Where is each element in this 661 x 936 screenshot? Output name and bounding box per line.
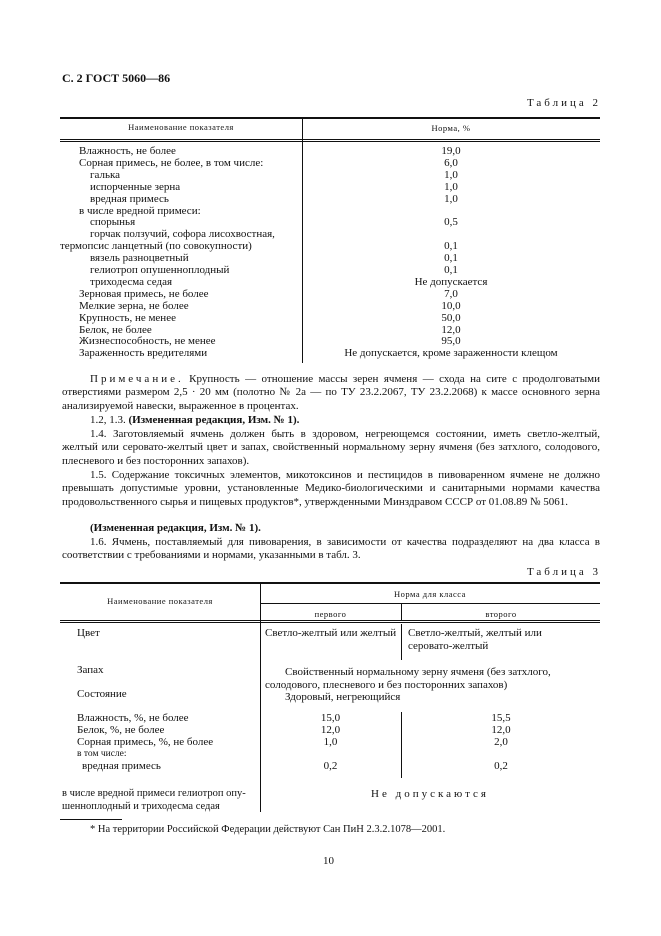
row-smell-value-1: Свойственный нормальному зерну ячменя (без затхлого, (285, 666, 551, 678)
table2-row-name: вязель разноцветный (90, 252, 189, 265)
row-color-second-2: серовато-желтый (408, 640, 489, 652)
note-text: Крупность — отношение массы зерен ячменя — схода на сите с продолговатыми отверстиями размером 2,5 · 20 мм (полотно № 2а — по ТУ 23.2.2067, ТУ 23.2.2068) к массе основного зерна анализируемой навески, выраженное в процентах. (62, 373, 600, 412)
table2-note (62, 373, 600, 413)
paragraph-1-6: 1.6. Ячмень, поставляемый для пивоварения, в зависимости от качества подразделяют на два класса в соответствии с требованиями и нормами, указанными в табл. 3. (62, 536, 600, 562)
table2-row-value: 6,0 (444, 156, 458, 169)
table2-row-name: Зерновая примесь, не более (79, 287, 209, 300)
table2-row-value: 0,5 (444, 216, 458, 229)
row-last-value: Не допускаются (371, 788, 489, 800)
row-smell-name: Запах (77, 664, 104, 676)
table2-row-name: Белок, не более (79, 323, 152, 336)
row-color-second-1: Светло-желтый, желтый или (408, 627, 542, 639)
table2-row-value: 1,0 (444, 168, 458, 181)
paragraph-number: 1.2, 1.3. (90, 414, 129, 426)
table2-row-name: триходесма седая (90, 275, 173, 288)
table3-caption: Таблица 3 (526, 566, 601, 578)
table2-row-value: 0,1 (444, 264, 458, 276)
table3-row-first: 0,2 (323, 760, 338, 772)
table3-row-name: в том числе: (77, 749, 127, 759)
row-color-first: Светло-желтый или желтый (265, 627, 397, 639)
table3-subheader-rule (260, 603, 600, 604)
table2-row-value: Не допускается (414, 275, 488, 288)
table2-header-rule (60, 139, 600, 140)
footnote: * На территории Российской Федерации действуют Сан ПиН 2.3.2.1078—2001. (90, 824, 446, 835)
table3-row-name: Сорная примесь, %, не более (77, 736, 214, 748)
page-header: С. 2 ГОСТ 5060—86 (62, 71, 171, 85)
table2-header-rule-2 (60, 141, 600, 142)
table2-row-name: Крупность, не менее (79, 311, 176, 324)
table3-color-divider (401, 624, 402, 660)
table2-row-value: Не допускается, кроме зараженности клещом (344, 347, 558, 360)
paragraph-1-5: 1.5. Содержание токсичных элементов, микотоксинов и пестицидов в пивоваренном ячмене не должно превышать допустимые уровни, установленные Медико-биологическими и санитарными нормами качества продовольственного сырья и пищевых продуктов*, утвержденными Минздравом СССР от 01.08.89 № 5061. (62, 469, 600, 508)
table3-row-second: 15,5 (491, 712, 511, 724)
note-label: Примечание. (90, 373, 184, 385)
table2-row-value: 12,0 (441, 323, 461, 336)
table2-row-name: термопсис ланцетный (по совокупности) (60, 240, 252, 253)
table2-row-value: 95,0 (441, 335, 461, 348)
row-last-name-2: шенноплодный и триходесма седая (62, 801, 220, 812)
table3-header-rule-2 (60, 622, 600, 623)
table2-row-value: 50,0 (441, 311, 461, 324)
table2-row-name: Зараженность вредителями (79, 347, 208, 360)
table3-row-second: 2,0 (494, 736, 508, 748)
table3-header-norm: Норма для класса (394, 589, 466, 599)
table2-row-name: галька (90, 168, 121, 181)
table2-row-name: испорченные зерна (90, 180, 181, 193)
table2-header-name: Наименование показателя (128, 122, 234, 132)
table2-row-value: 0,1 (444, 252, 458, 265)
paragraph-1-4: 1.4. Заготовляемый ячмень должен быть в здоровом, негреющемся состоянии, иметь светло-желтый, желтый или серовато-желтый цвет и запах, свойственный нормальному зерну ячменя (без затхлого, солодового, плесневого и без посторонних запахов). (62, 428, 600, 467)
amendment-note: (Измененная редакция, Изм. № 1). (128, 414, 300, 426)
table2-row-value: 1,0 (444, 192, 458, 205)
table2-row-value: 10,0 (441, 299, 461, 312)
table3-header-second: второго (485, 609, 517, 619)
table2-header-norm: Норма, % (431, 123, 471, 133)
table2-row-value: 19,0 (441, 145, 461, 157)
table3-row-name: Влажность, %, не более (77, 712, 189, 724)
amendment-note-2: (Измененная редакция, Изм. № 1). (90, 522, 261, 534)
table2-row-name: в числе вредной примеси: (79, 204, 201, 217)
table2-row-name: Жизнеспособность, не менее (79, 335, 216, 348)
table2-row-value: 0,1 (444, 240, 458, 253)
table2-row-name: гелиотроп опушенноплодный (90, 264, 230, 276)
table3-row-name: Белок, %, не более (77, 724, 165, 736)
row-state-name: Состояние (77, 688, 127, 700)
table2-row-value: 1,0 (444, 180, 458, 193)
table3-header-rule (60, 620, 600, 621)
table2-row-name: спорынья (90, 216, 136, 229)
table2-row-name: Мелкие зерна, не более (79, 299, 189, 312)
row-last-name-1: в числе вредной примеси гелиотроп опу- (62, 788, 246, 799)
table2-row-value: 7,0 (444, 287, 458, 300)
table2-caption: Таблица 2 (526, 97, 601, 109)
table2-top-rule (60, 117, 600, 119)
table2-row-name: Сорная примесь, не более, в том числе: (79, 156, 264, 169)
table3-top-rule (60, 582, 600, 584)
table3-row-first: 1,0 (323, 736, 338, 748)
row-state-value: Здоровый, негреющийся (285, 691, 401, 703)
table2-row-name: Влажность, не более (79, 145, 176, 157)
footnote-rule (60, 819, 122, 820)
table3-row-second: 0,2 (494, 760, 508, 772)
row-smell-value-2: солодового, плесневого и без посторонних запахов) (265, 679, 508, 691)
table2-row-name: горчак ползучий, софора лисохвостная, (90, 228, 275, 241)
page-number: 10 (323, 855, 334, 867)
table3-row-first: 12,0 (320, 724, 341, 736)
table3-header-name: Наименование показателя (107, 596, 213, 606)
table2-row-name: вредная примесь (90, 192, 169, 205)
table3-header-first: первого (314, 609, 347, 619)
table3-row-first: 15,0 (320, 712, 341, 724)
paragraph-1-2 (62, 414, 600, 427)
table3-row-second: 12,0 (491, 724, 511, 736)
table3-row-name: вредная примесь (82, 760, 161, 772)
row-color-name: Цвет (77, 627, 100, 639)
